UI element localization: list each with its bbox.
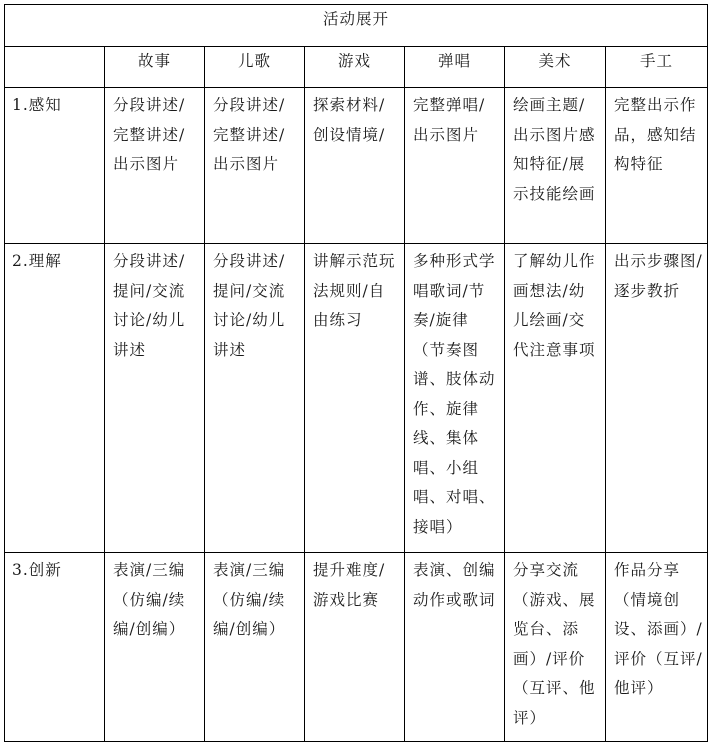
table-cell — [205, 244, 305, 553]
row-label-text: 1.感知 — [12, 96, 62, 114]
cell-text: 讲解示范玩法规则/自由练习 — [313, 252, 396, 329]
table-cell — [606, 244, 708, 553]
cell-text: 表演/三编（仿编/续编/创编） — [113, 561, 186, 638]
cell-text: 分段讲述/提问/交流讨论/幼儿讲述 — [113, 252, 186, 359]
row-label-text: 3.创新 — [12, 561, 62, 579]
cell-text: 分段讲述/完整讲述/出示图片 — [113, 96, 186, 173]
table-cell — [606, 553, 708, 742]
row-label — [5, 553, 105, 742]
table-row — [5, 88, 708, 244]
cell-text: 多种形式学唱歌词/节奏/旋律（节奏图谱、肢体动作、旋律线、集体唱、小组唱、对唱、接唱） — [413, 252, 496, 536]
activity-table — [4, 4, 708, 742]
table-cell — [305, 244, 405, 553]
table-row — [5, 553, 708, 742]
cell-text: 提升难度/游戏比赛 — [313, 561, 386, 609]
table-cell — [606, 88, 708, 244]
table-title: 活动展开 — [5, 5, 708, 47]
cell-text: 分段讲述/提问/交流讨论/幼儿讲述 — [213, 252, 286, 359]
column-header: 手工 — [606, 47, 708, 88]
table-cell — [205, 88, 305, 244]
table-cell — [405, 553, 505, 742]
cell-text: 表演、创编动作或歌词 — [413, 561, 496, 609]
cell-text: 探索材料/创设情境/ — [313, 96, 386, 144]
cell-text: 分段讲述/完整讲述/出示图片 — [213, 96, 286, 173]
column-header: 游戏 — [305, 47, 405, 88]
table-cell — [405, 244, 505, 553]
column-header: 美术 — [505, 47, 606, 88]
corner-cell — [5, 47, 105, 88]
table-cell — [205, 553, 305, 742]
row-label — [5, 244, 105, 553]
table-cell — [105, 244, 205, 553]
table-cell — [405, 88, 505, 244]
cell-text: 完整出示作品，感知结构特征 — [614, 96, 697, 173]
cell-text: 分享交流（游戏、展览台、添画）/评价（互评、他评） — [513, 561, 596, 727]
cell-text: 绘画主题/出示图片感知特征/展示技能绘画 — [513, 96, 596, 203]
table-cell — [305, 553, 405, 742]
row-label-text: 2.理解 — [12, 252, 62, 270]
cell-text: 表演/三编（仿编/续编/创编） — [213, 561, 286, 638]
column-header: 弹唱 — [405, 47, 505, 88]
table-cell — [505, 553, 606, 742]
table-row — [5, 244, 708, 553]
header-row — [5, 47, 708, 88]
table-cell — [305, 88, 405, 244]
table-cell — [105, 553, 205, 742]
cell-text: 了解幼儿作画想法/幼儿绘画/交代注意事项 — [513, 252, 596, 359]
column-header: 儿歌 — [205, 47, 305, 88]
row-label — [5, 88, 105, 244]
cell-text: 完整弹唱/出示图片 — [413, 96, 486, 144]
column-header: 故事 — [105, 47, 205, 88]
table-cell — [105, 88, 205, 244]
title-row — [5, 5, 708, 47]
table-cell — [505, 244, 606, 553]
cell-text: 作品分享（情境创设、添画）/评价（互评/他评） — [614, 561, 703, 697]
table-cell — [505, 88, 606, 244]
cell-text: 出示步骤图/逐步教折 — [614, 252, 703, 300]
